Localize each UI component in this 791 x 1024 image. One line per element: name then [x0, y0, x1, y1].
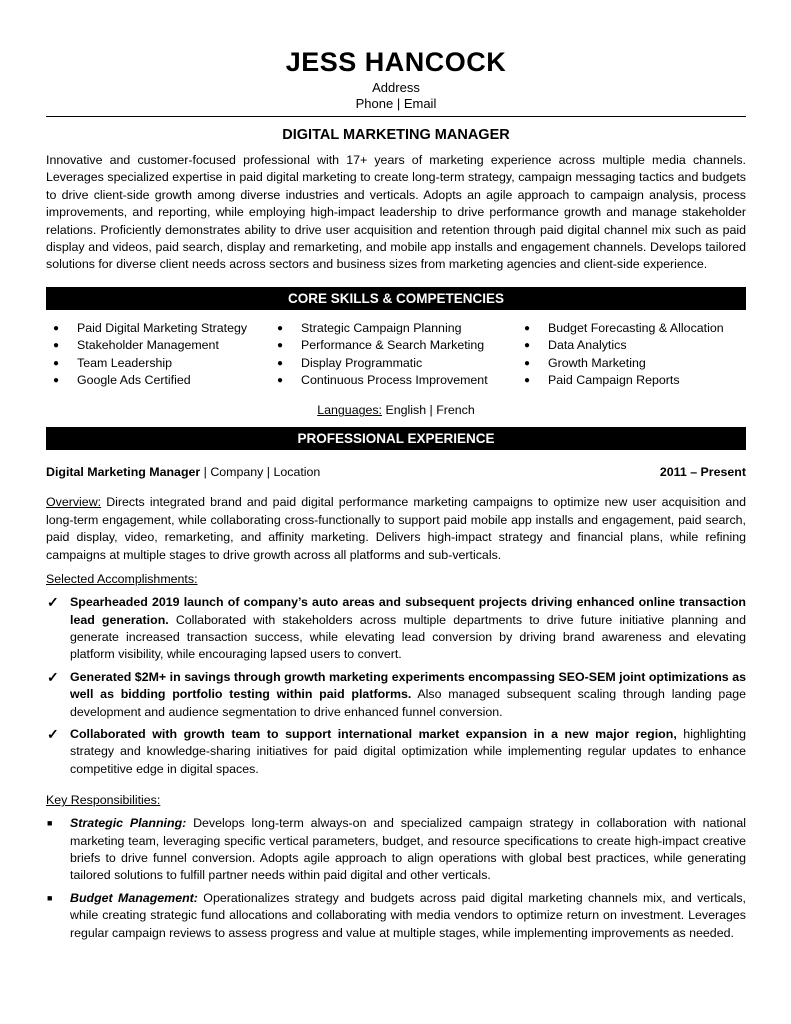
accomplishment-bold: Generated $2M+ in savings through growth marketing experiments encompassing SEO-SEM joint optimizations as well as bidding portfolio testing within paid platforms. — [70, 669, 746, 702]
role-title: DIGITAL MARKETING MANAGER — [282, 127, 510, 143]
responsibility-item — [46, 815, 746, 885]
accomplishments-heading: Selected Accomplishments: — [46, 572, 198, 587]
square-bullet-icon: ■ — [47, 818, 53, 829]
job-header — [46, 464, 746, 481]
accomplishment-bold: Collaborated with growth team to support international market expansion in a new major region, — [70, 726, 677, 741]
responsibility-label: Budget Management: — [70, 890, 198, 905]
job-title-line — [46, 464, 320, 481]
summary-paragraph: Innovative and customer-focused professional with 17+ years of marketing experience across multiple media channels. Leverages specialized expertise in paid digital marketing to create long-term strategy, campaign messaging tactics and budgets to drive client-side growth among diverse industries and verticals. Adopts an agile approach to campaign analysis, process improvements, and reporting, while employing high-impact leadership to drive performance growth and manage stakeholder relations. Proficiently demonstrates ability to drive user acquisition and retention through paid digital channel mix such as paid display and videos, paid search, display and remarketing, and mobile app installs and engagement channels. Develops tailored solutions for diverse client needs across sectors and business sizes from marketing agencies and client-side experience. — [46, 153, 746, 272]
overview-label: Overview: — [46, 495, 102, 510]
accomplishments-list — [46, 594, 746, 778]
job-company-location: | Company | Location — [200, 465, 321, 480]
skill-item: ● Growth Marketing — [517, 355, 746, 372]
skill-item: ● Google Ads Certified — [46, 372, 270, 389]
job-title: Digital Marketing Manager — [46, 465, 201, 480]
skill-item: ● Budget Forecasting & Allocation — [517, 320, 746, 337]
skill-item: ● Performance & Search Marketing — [270, 337, 517, 354]
job-dates: 2011 – Present — [659, 465, 746, 480]
skill-item: ● Paid Digital Marketing Strategy — [46, 320, 270, 337]
responsibility-label: Strategic Planning: — [70, 816, 187, 831]
accomplishment-item — [46, 594, 746, 664]
checkmark-icon: ✓ — [47, 594, 59, 611]
skill-item: ● Display Programmatic — [270, 355, 517, 372]
skills-column-1 — [46, 320, 270, 390]
accomplishment-text: Collaborated with stakeholders across multiple departments to drive future initiative planning and generate increased transaction success, while elevating lead conversion by driving brand awareness and elevating platform visibility, while encouraging lapsed users to convert. — [70, 612, 746, 662]
header-divider — [46, 116, 746, 117]
accomplishment-item — [46, 726, 746, 778]
checkmark-icon: ✓ — [47, 725, 59, 742]
overview-text: Directs integrated brand and paid digital performance marketing campaigns to optimize new user acquisition and long-term engagement, while collaborating cross-functionally to support paid mobile app installs and engagement, paid search, paid display, video, remarketing, and affinity marketing. Delivers high-impact strategy and financial plans, while refining campaigns at multiple stages to drive growth across all platforms and sub-verticals. — [46, 495, 746, 562]
experience-section-heading: PROFESSIONAL EXPERIENCE — [46, 427, 746, 450]
responsibilities-heading: Key Responsibilities: — [46, 793, 161, 808]
skill-item: ● Continuous Process Improvement — [270, 372, 517, 389]
resume-page — [46, 44, 746, 947]
responsibility-item — [46, 890, 746, 942]
skill-item: ● Strategic Campaign Planning — [270, 320, 517, 337]
languages-label: Languages: — [317, 403, 383, 418]
skill-item: ● Team Leadership — [46, 355, 270, 372]
accomplishment-item — [46, 669, 746, 721]
skill-item: ● Stakeholder Management — [46, 337, 270, 354]
phone-email-line: Phone | Email — [355, 96, 437, 111]
candidate-name: JESS HANCOCK — [285, 47, 507, 77]
accomplishment-bold: Spearheaded 2019 launch of company’s auto areas and subsequent projects driving enhanced online transaction lead generation. — [70, 595, 746, 627]
skills-section-heading: CORE SKILLS & COMPETENCIES — [46, 287, 746, 310]
responsibility-text: Operationalizes strategy and budgets across paid digital marketing channels mix, and verticals, while creating strategic fund allocations and collaborating with media vendors to optimize return on investment. Leverages regular campaign reviews to assess progress and value at multiple stages, while implementing improvements as needed. — [70, 890, 746, 940]
languages-value: English | French — [382, 403, 475, 418]
address-line: Address — [372, 80, 420, 95]
square-bullet-icon: ■ — [47, 892, 53, 903]
skills-column-2 — [270, 320, 517, 390]
skill-item: ● Paid Campaign Reports — [517, 372, 746, 389]
checkmark-icon: ✓ — [47, 668, 59, 685]
accomplishment-text: Also managed subsequent scaling through landing page development and audience segmentation to drive enhanced funnel conversion. — [70, 687, 746, 719]
skills-grid — [46, 320, 746, 390]
responsibilities-list — [46, 815, 746, 942]
skill-item: ● Data Analytics — [517, 337, 746, 354]
skills-column-3 — [517, 320, 746, 390]
languages-line — [46, 402, 746, 419]
overview-paragraph — [46, 494, 746, 564]
responsibility-text: Develops long-term always-on and specialized campaign strategy in collaboration with national marketing team, leveraging specific vertical parameters, budget, and resource specifications to create high-impact creative briefs to drive funnel conversion. Adopts agile approach to align operations with global best practices, while generating tailored solutions to fulfill partner needs within paid digital and other verticals. — [70, 816, 746, 883]
accomplishment-text: highlighting strategy and knowledge-sharing initiatives for paid digital optimization while implementing regular updates to enhance competitive edge in digital spaces. — [70, 726, 746, 776]
